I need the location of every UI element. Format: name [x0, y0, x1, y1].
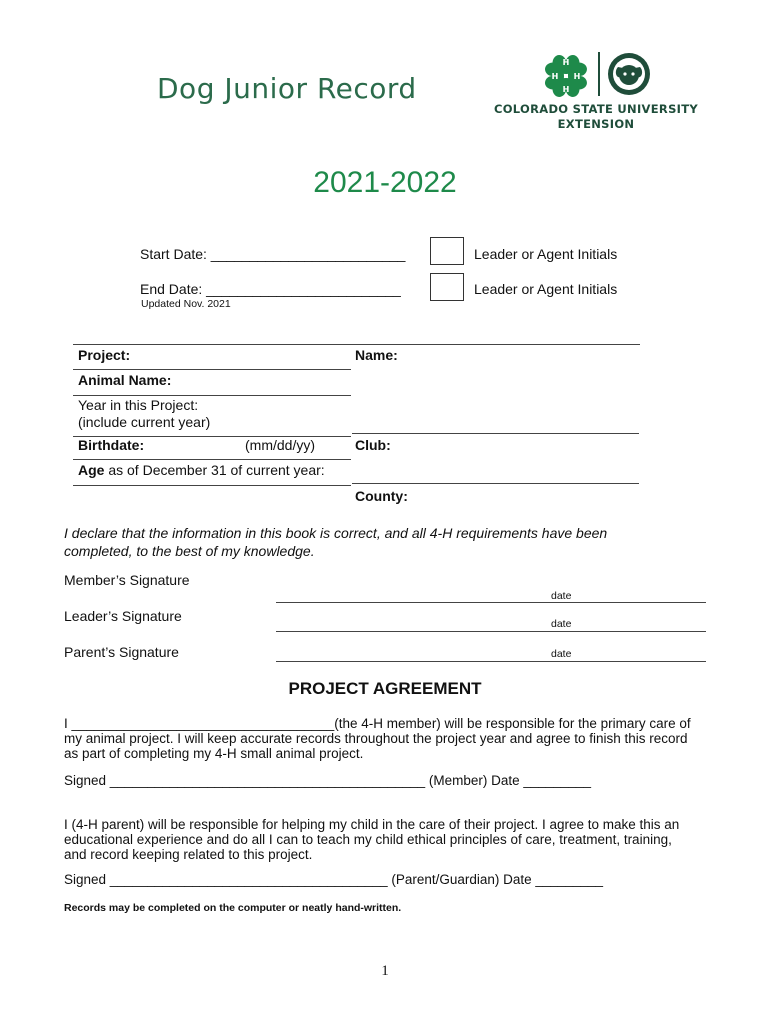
org-name-line2: EXTENSION: [557, 117, 635, 131]
agreement-p2-line1: I (4-H parent) will be responsible for helping my child in the care of their project. I agree to make this an: [64, 817, 680, 832]
member-signed-line[interactable]: Signed __________________________________________ (Member) Date _________: [64, 773, 591, 788]
leader-signature-line[interactable]: [276, 631, 706, 632]
logo-group: [490, 48, 702, 132]
rule-name: [352, 433, 639, 434]
initials-box-2[interactable]: [430, 273, 464, 301]
leader-date-label: date: [551, 618, 572, 630]
birthdate-label[interactable]: Birthdate:: [78, 437, 145, 453]
document-title: Dog Junior Record: [157, 72, 417, 105]
agreement-heading: PROJECT AGREEMENT: [288, 679, 482, 698]
date-format-hint: (mm/dd/yy): [245, 437, 315, 453]
initials-label-1: Leader or Agent Initials: [474, 246, 618, 262]
animal-name-label[interactable]: Animal Name:: [78, 372, 172, 388]
logo-divider: [598, 52, 600, 96]
completion-note: Records may be completed on the computer or neatly hand-written.: [64, 902, 402, 914]
rule-project: [73, 369, 351, 370]
svg-text:H: H: [562, 58, 570, 67]
member-signature-line[interactable]: [276, 602, 706, 603]
program-year: 2021-2022: [313, 166, 457, 199]
rule-top: [73, 344, 640, 345]
updated-note: Updated Nov. 2021: [141, 298, 231, 310]
initials-label-2: Leader or Agent Initials: [474, 281, 618, 297]
org-name-line1: COLORADO STATE UNIVERSITY: [493, 102, 699, 116]
declaration-line-2: completed, to the best of my knowledge.: [64, 543, 315, 559]
end-date-field[interactable]: End Date: _________________________: [140, 281, 401, 297]
rule-birthdate: [73, 459, 351, 460]
parent-signature-line[interactable]: [276, 661, 706, 662]
csu-ram-seal-icon: [606, 51, 652, 97]
age-label-rest: as of December 31 of current year:: [108, 462, 325, 478]
agreement-p2-line3: and record keeping related to this project.: [64, 847, 313, 862]
start-date-field[interactable]: Start Date: _________________________: [140, 246, 406, 262]
year-in-project-label[interactable]: Year in this Project:: [78, 397, 199, 413]
club-label[interactable]: Club:: [355, 437, 391, 453]
svg-text:H: H: [573, 72, 581, 81]
year-in-project-note: (include current year): [78, 414, 211, 430]
rule-animal: [73, 395, 351, 396]
page-number: 1: [381, 963, 389, 979]
initials-box-1[interactable]: [430, 237, 464, 265]
svg-text:H: H: [562, 85, 570, 94]
county-label[interactable]: County:: [355, 488, 408, 504]
agreement-p1-line3: as part of completing my 4-H small animal project.: [64, 746, 364, 761]
age-label-bold: Age: [78, 462, 105, 478]
agreement-p2-line2: educational experience and do all I can to teach my child ethical principles of care, treatment, training,: [64, 832, 672, 847]
agreement-p1-line2: my animal project. I will keep accurate records throughout the project year and agree to finish this record: [64, 731, 688, 746]
parent-date-label: date: [551, 648, 572, 660]
agreement-p1-line1[interactable]: I ___________________________________(the 4-H member) will be responsible for the primary care of: [64, 716, 691, 731]
rule-age: [73, 485, 351, 486]
member-date-label: date: [551, 590, 572, 602]
name-label[interactable]: Name:: [355, 347, 398, 363]
project-label[interactable]: Project:: [78, 347, 131, 363]
agreement-paragraph-2: [64, 817, 714, 862]
declaration-line-1: I declare that the information in this book is correct, and all 4-H requirements have been: [64, 525, 608, 541]
age-label[interactable]: [78, 462, 325, 478]
parent-signature-label: Parent’s Signature: [64, 644, 179, 660]
parent-signed-line[interactable]: Signed _____________________________________ (Parent/Guardian) Date _________: [64, 872, 603, 887]
agreement-paragraph-1: [64, 716, 714, 761]
member-signature-label: Member’s Signature: [64, 572, 190, 588]
rule-club: [352, 483, 639, 484]
leader-signature-label: Leader’s Signature: [64, 608, 182, 624]
four-h-clover-icon: [540, 50, 592, 102]
svg-text:H: H: [551, 72, 559, 81]
